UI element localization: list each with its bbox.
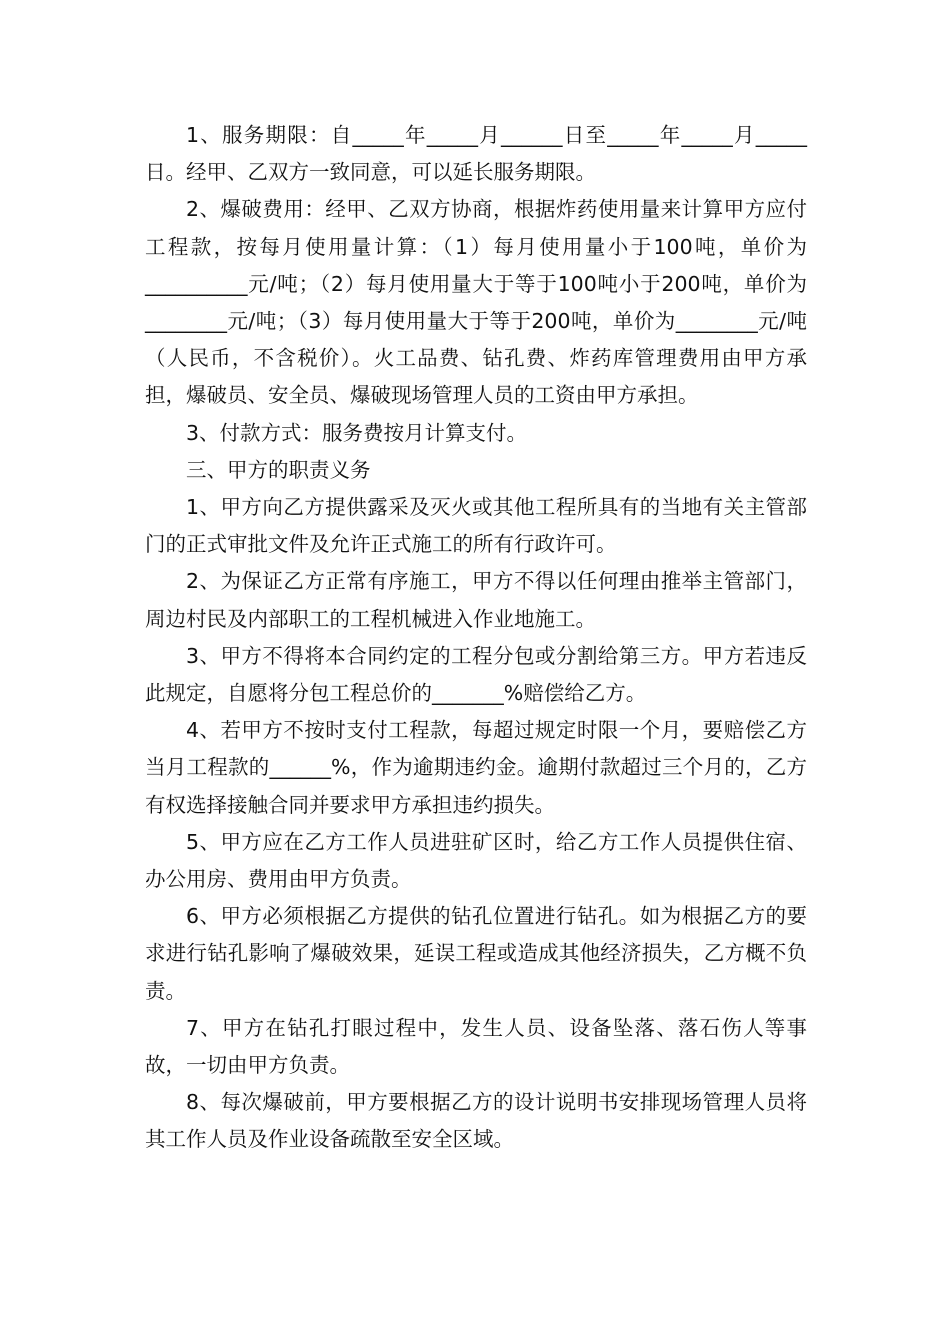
- section-heading-party-a-duties: 三、甲方的职责义务: [186, 457, 371, 482]
- duty-item-3: 3、甲方不得将本合同约定的工程分包或分割给第三方。甲方若违反此规定，自愿将分包工程总价的_______%赔偿给乙方。: [145, 643, 807, 706]
- clause-blasting-fee: 2、爆破费用：经甲、乙双方协商，根据炸药使用量来计算甲方应付工程款，按每月使用量计算：（1）每月使用量小于100吨，单价为__________元/吨；（2）每月使用量大于等于100吨小于200吨，单价为________元/吨；（3）每月使用量大于等于200吨，单价为________元/吨（人民币，不含税价）。火工品费、钻孔费、炸药库管理费用由甲方承担，爆破员、安全员、爆破现场管理人员的工资由甲方承担。: [145, 197, 807, 408]
- duty-item-4: 4、若甲方不按时支付工程款，每超过规定时限一个月，要赔偿乙方当月工程款的______%，作为逾期违约金。逾期付款超过三个月的，乙方有权选择接触合同并要求甲方承担违约损失。: [145, 718, 807, 817]
- duty-item-6: 6、甲方必须根据乙方提供的钻孔位置进行钻孔。如为根据乙方的要求进行钻孔影响了爆破效果，延误工程或造成其他经济损失，乙方概不负责。: [145, 904, 807, 1003]
- clause-payment-method: 3、付款方式：服务费按月计算支付。: [186, 420, 528, 445]
- duty-item-1: 1、甲方向乙方提供露采及灭火或其他工程所具有的当地有关主管部门的正式审批文件及允许正式施工的所有行政许可。: [145, 495, 807, 557]
- duty-item-5: 5、甲方应在乙方工作人员进驻矿区时，给乙方工作人员提供住宿、办公用房、费用由甲方负责。: [145, 829, 807, 892]
- duty-item-8: 8、每次爆破前，甲方要根据乙方的设计说明书安排现场管理人员将其工作人员及作业设备疏散至安全区域。: [145, 1090, 807, 1152]
- duty-item-2: 2、为保证乙方正常有序施工，甲方不得以任何理由推举主管部门，周边村民及内部职工的工程机械进入作业地施工。: [145, 569, 807, 631]
- duty-item-7: 7、甲方在钻孔打眼过程中，发生人员、设备坠落、落石伤人等事故，一切由甲方负责。: [145, 1015, 807, 1078]
- clause-service-period: 1、服务期限：自_____年_____月______日至_____年_____月_____日。经甲、乙双方一致同意，可以延长服务期限。: [145, 123, 807, 185]
- document-body: [145, 117, 807, 1159]
